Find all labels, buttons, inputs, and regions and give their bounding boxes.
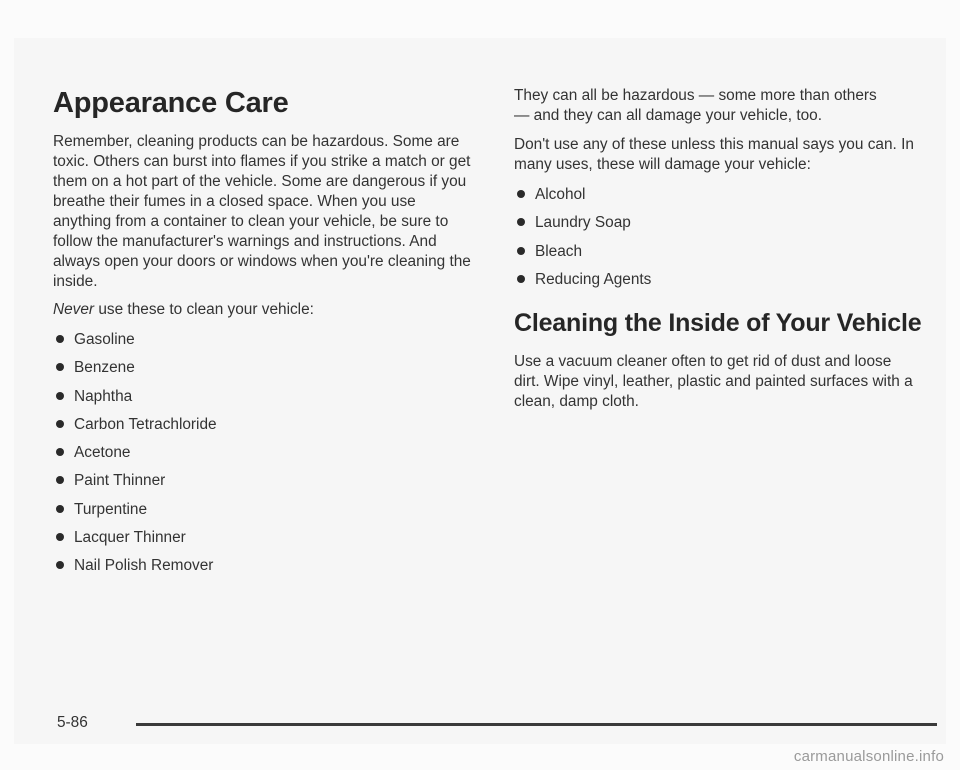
bullet-icon	[56, 392, 64, 400]
intro-paragraph: Remember, cleaning products can be hazardous. Some are toxic. Others can burst into flames if you strike a match or get them on a hot part of the vehicle. Some are dangerous if you breathe their fumes in a closed space. When you use anything from a container to clean your vehicle, be sure to follow the manufacturer's warnings and instructions. And always open your doors or windows when you're cleaning the inside.	[53, 133, 471, 290]
dont-use-paragraph: Don't use any of these unless this manual says you can. In many uses, these will damage your vehicle:	[514, 136, 914, 173]
bullet-icon	[56, 561, 64, 569]
list-item: Alcohol	[514, 185, 954, 213]
list-item: Paint Thinner	[53, 471, 478, 499]
list-item: Naphtha	[53, 387, 478, 415]
list-item: Acetone	[53, 443, 478, 471]
bullet-icon	[56, 448, 64, 456]
list-item: Bleach	[514, 242, 954, 270]
bullet-icon	[517, 275, 525, 283]
list-item: Nail Polish Remover	[53, 556, 478, 584]
manual-page	[14, 38, 946, 744]
bullet-icon	[517, 190, 525, 198]
list-item: Gasoline	[53, 330, 478, 358]
list-item: Laundry Soap	[514, 213, 954, 241]
bullet-icon	[56, 476, 64, 484]
bullet-icon	[56, 505, 64, 513]
bullet-icon	[517, 247, 525, 255]
bullet-icon	[56, 363, 64, 371]
right-column	[514, 86, 954, 412]
page-number: 5-86	[57, 714, 88, 731]
cleaning-inside-heading: Cleaning the Inside of Your Vehicle	[514, 309, 922, 338]
left-column	[53, 86, 478, 585]
bullet-icon	[56, 533, 64, 541]
list-item: Lacquer Thinner	[53, 528, 478, 556]
never-use-text: use these to clean your vehicle:	[94, 301, 314, 318]
bullet-icon	[56, 420, 64, 428]
hazard-products-list	[53, 330, 478, 585]
list-item: Benzene	[53, 358, 478, 386]
damaging-products-list	[514, 185, 954, 298]
list-item: Carbon Tetrachloride	[53, 415, 478, 443]
vacuum-paragraph: Use a vacuum cleaner often to get rid of dust and loose dirt. Wipe vinyl, leather, plastic and painted surfaces with a clean, damp cloth.	[514, 353, 913, 411]
appearance-care-heading: Appearance Care	[53, 87, 289, 119]
hazardous-paragraph: They can all be hazardous — some more than others — and they can all damage your vehicle, too.	[514, 87, 877, 124]
never-emphasis: Never	[53, 301, 95, 318]
list-item: Turpentine	[53, 500, 478, 528]
never-use-paragraph	[53, 300, 478, 320]
list-item: Reducing Agents	[514, 270, 954, 298]
bullet-icon	[517, 218, 525, 226]
bullet-icon	[56, 335, 64, 343]
watermark-text: carmanualsonline.info	[793, 748, 944, 765]
footer-rule	[136, 723, 937, 726]
